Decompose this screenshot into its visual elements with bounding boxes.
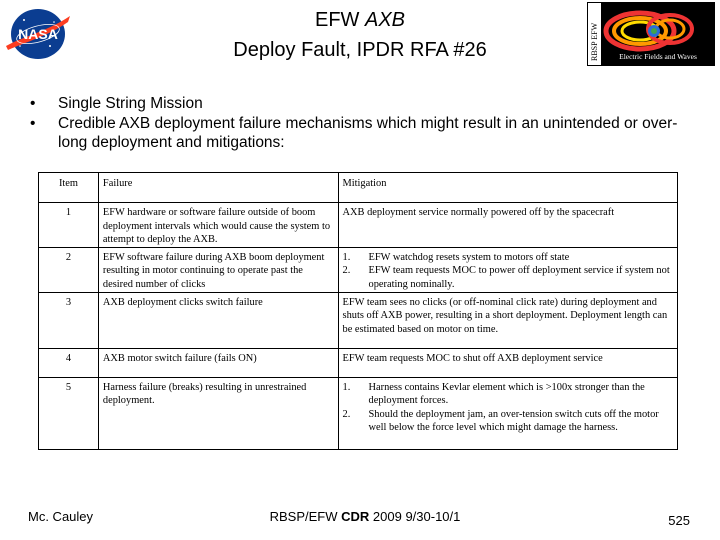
cell-mitigation bbox=[338, 377, 677, 449]
step-number: 2. bbox=[342, 265, 351, 277]
page-title-line2: Deploy Fault, IPDR RFA #26 bbox=[233, 39, 487, 61]
mitigation-step bbox=[343, 381, 673, 408]
bullet-list bbox=[30, 94, 690, 153]
table-row bbox=[39, 292, 678, 348]
header-mitigation: Mitigation bbox=[338, 173, 677, 203]
cell-item: 4 bbox=[39, 348, 99, 377]
cell-mitigation: EFW team sees no clicks (or off-nominal click rate) during deployment and shuts off AXB power, resulting in a short deployment. Deployment length can be estimated based on motor on time. bbox=[338, 292, 677, 348]
step-number: 2. bbox=[342, 408, 351, 420]
mitigation-step bbox=[343, 264, 673, 291]
failure-mitigation-table bbox=[38, 172, 678, 450]
mitigation-step bbox=[343, 408, 673, 435]
cell-mitigation bbox=[338, 247, 677, 292]
svg-text:Electric Fields and Waves: Electric Fields and Waves bbox=[619, 52, 697, 61]
nasa-meatball-icon bbox=[4, 6, 72, 62]
bullet-item: • Single String Mission bbox=[30, 94, 690, 113]
step-number: 1. bbox=[342, 381, 351, 393]
cell-failure: AXB deployment clicks switch failure bbox=[98, 292, 338, 348]
mitigation-step bbox=[343, 251, 673, 265]
table-header-row bbox=[39, 173, 678, 203]
table-row bbox=[39, 348, 678, 377]
header-item: Item bbox=[39, 173, 99, 203]
title-axb: AXB bbox=[364, 9, 406, 31]
rbsp-efw-icon bbox=[588, 3, 714, 65]
footer-date: 2009 9/30-10/1 bbox=[369, 509, 461, 524]
cell-item: 5 bbox=[39, 377, 99, 449]
cell-mitigation: AXB deployment service normally powered off by the spacecraft bbox=[338, 203, 677, 248]
cell-item: 3 bbox=[39, 292, 99, 348]
title-efw: EFW bbox=[314, 9, 365, 31]
efw-logo bbox=[587, 2, 715, 66]
header-failure: Failure bbox=[98, 173, 338, 203]
table-row bbox=[39, 247, 678, 292]
step-text: EFW watchdog resets system to motors off state bbox=[368, 251, 570, 263]
step-number: 1. bbox=[342, 251, 351, 263]
page-number: 525 bbox=[668, 513, 690, 528]
cell-failure: Harness failure (breaks) resulting in unrestrained deployment. bbox=[98, 377, 338, 449]
nasa-logo bbox=[4, 6, 72, 62]
table-row bbox=[39, 377, 678, 449]
step-text: EFW team requests MOC to power off deployment service if system not operating nominally. bbox=[368, 265, 670, 290]
footer-program: RBSP/EFW bbox=[269, 509, 342, 524]
footer-review: CDR bbox=[341, 509, 370, 524]
page-title-line1 bbox=[140, 8, 580, 32]
step-text: Harness contains Kevlar element which is >100x stronger than the deployment forces. bbox=[368, 381, 645, 407]
cell-failure: EFW software failure during AXB boom deployment resulting in motor continuing to operate past the desired number of clicks bbox=[98, 247, 338, 292]
cell-item: 1 bbox=[39, 203, 99, 248]
cell-mitigation: EFW team requests MOC to shut off AXB deployment service bbox=[338, 348, 677, 377]
table-row bbox=[39, 203, 678, 248]
footer-center bbox=[250, 509, 480, 524]
bullet-item: • Credible AXB deployment failure mechanisms which might result in an unintended or over-long deployment and mitigations: bbox=[30, 114, 690, 152]
cell-failure: EFW hardware or software failure outside of boom deployment intervals which would cause the system to attempt to deploy the AXB. bbox=[98, 203, 338, 248]
cell-failure: AXB motor switch failure (fails ON) bbox=[98, 348, 338, 377]
svg-text:NASA: NASA bbox=[18, 26, 58, 42]
footer-author: Mc. Cauley bbox=[28, 509, 94, 524]
svg-text:RBSP EFW: RBSP EFW bbox=[590, 22, 599, 61]
cell-item: 2 bbox=[39, 247, 99, 292]
step-text: Should the deployment jam, an over-tension switch cuts off the motor well below the force level which might damage the harness. bbox=[368, 408, 659, 434]
